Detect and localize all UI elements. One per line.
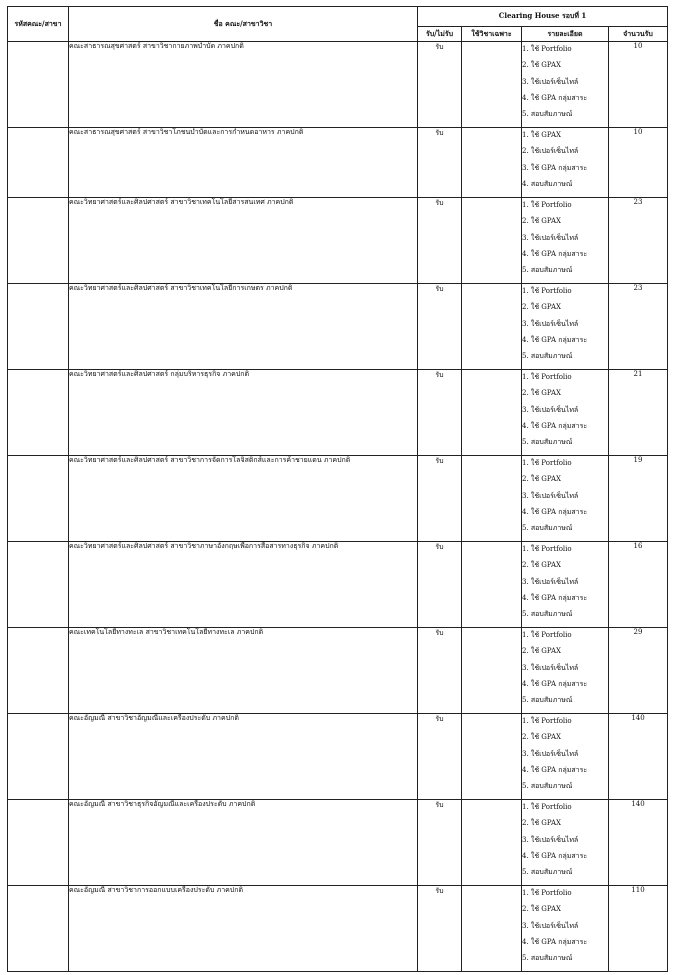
detail-item: 1. ใช้ GPAX [522,131,561,139]
detail-item: 1. ใช้ Portfolio [522,201,572,209]
table-row [8,42,668,128]
table-body [8,42,668,972]
table-row [8,198,668,284]
code-cell [8,628,69,714]
subject-cell [462,198,522,284]
quantity-cell: 16 [609,542,668,628]
quantity-cell: 19 [609,456,668,542]
detail-item: 2. ใช้ GPAX [522,389,561,398]
detail-item: 2. ใช้ GPAX [522,217,561,226]
detail-item: 2. ใช้ GPAX [522,647,561,656]
table-row [8,370,668,456]
detail-cell [522,542,609,628]
code-cell [8,284,69,370]
accept-cell: รับ [418,370,462,456]
detail-item: 5. สอบสัมภาษณ์ [522,954,573,963]
code-cell [8,370,69,456]
quantity-cell: 140 [609,714,668,800]
detail-item: 4. ใช้ GPA กลุ่มสาระ [522,593,588,602]
header-accept: รับ/ไม่รับ [418,27,462,42]
detail-item: 2. ใช้เปอร์เซ็นไทล์ [522,147,579,156]
header-code: รหัสคณะ/สาขา [8,7,69,42]
program-name-cell: คณะอัญมณี สาขาวิชาธุรกิจอัญมณีและเครื่องประดับ ภาคปกติ [69,800,418,886]
detail-item: 2. ใช้ GPAX [522,561,561,570]
detail-item: 1. ใช้ Portfolio [522,889,572,897]
detail-item: 1. ใช้ Portfolio [522,45,572,53]
subject-cell [462,800,522,886]
code-cell [8,542,69,628]
detail-item: 4. ใช้ GPA กลุ่มสาระ [522,851,588,860]
program-name-cell: คณะสาธารณสุขศาสตร์ สาขาวิชากายภาพบำบัด ภาคปกติ [69,42,418,128]
detail-item: 4. ใช้ GPA กลุ่มสาระ [522,507,588,516]
quantity-cell: 10 [609,42,668,128]
table-row [8,628,668,714]
detail-cell [522,284,609,370]
program-name-cell: คณะวิทยาศาสตร์และศิลปศาสตร์ สาขาวิชาภาษาอังกฤษเพื่อการสื่อสารทางธุรกิจ ภาคปกติ [69,542,418,628]
subject-cell [462,370,522,456]
accept-cell: รับ [418,284,462,370]
code-cell [8,198,69,284]
code-cell [8,456,69,542]
quantity-cell: 23 [609,284,668,370]
detail-item: 3. ใช้เปอร์เซ็นไทล์ [522,491,579,500]
detail-item: 1. ใช้ Portfolio [522,459,572,467]
detail-item: 2. ใช้ GPAX [522,819,561,828]
detail-cell [522,198,609,284]
detail-item: 4. ใช้ GPA กลุ่มสาระ [522,421,588,430]
detail-item: 3. ใช้ GPA กลุ่มสาระ [522,163,588,172]
quantity-cell: 29 [609,628,668,714]
code-cell [8,800,69,886]
detail-item: 1. ใช้ Portfolio [522,803,572,811]
detail-item: 5. สอบสัมภาษณ์ [522,868,573,877]
table-row [8,128,668,198]
detail-cell [522,456,609,542]
accept-cell: รับ [418,628,462,714]
subject-cell [462,456,522,542]
program-name-cell: คณะอัญมณี สาขาวิชาอัญมณีและเครื่องประดับ ภาคปกติ [69,714,418,800]
accept-cell: รับ [418,456,462,542]
detail-item: 2. ใช้ GPAX [522,475,561,484]
table-row [8,542,668,628]
detail-item: 3. ใช้เปอร์เซ็นไทล์ [522,749,579,758]
detail-item: 5. สอบสัมภาษณ์ [522,266,573,275]
detail-item: 4. สอบสัมภาษณ์ [522,179,573,188]
detail-item: 4. ใช้ GPA กลุ่มสาระ [522,679,588,688]
detail-item: 3. ใช้เปอร์เซ็นไทล์ [522,835,579,844]
detail-item: 5. สอบสัมภาษณ์ [522,110,573,119]
subject-cell [462,42,522,128]
table-row [8,284,668,370]
detail-item: 3. ใช้เปอร์เซ็นไทล์ [522,77,579,86]
quantity-cell: 140 [609,800,668,886]
header-round: Clearing House รอบที่ 1 [418,7,668,27]
detail-item: 3. ใช้เปอร์เซ็นไทล์ [522,233,579,242]
detail-cell [522,628,609,714]
detail-item: 5. สอบสัมภาษณ์ [522,696,573,705]
accept-cell: รับ [418,198,462,284]
detail-item: 5. สอบสัมภาษณ์ [522,610,573,619]
quantity-cell: 10 [609,128,668,198]
subject-cell [462,714,522,800]
program-name-cell: คณะเทคโนโลยีทางทะเล สาขาวิชาเทคโนโลยีทางทะเล ภาคปกติ [69,628,418,714]
quantity-cell: 23 [609,198,668,284]
detail-cell [522,800,609,886]
accept-cell: รับ [418,128,462,198]
accept-cell: รับ [418,800,462,886]
subject-cell [462,886,522,972]
header-subject: ใช้วิชาเฉพาะ [462,27,522,42]
detail-item: 3. ใช้เปอร์เซ็นไทล์ [522,921,579,930]
program-name-cell: คณะวิทยาศาสตร์และศิลปศาสตร์ สาขาวิชาเทคโนโลยีการเกษตร ภาคปกติ [69,284,418,370]
detail-item: 4. ใช้ GPA กลุ่มสาระ [522,249,588,258]
subject-cell [462,542,522,628]
program-name-cell: คณะวิทยาศาสตร์และศิลปศาสตร์ สาขาวิชาเทคโนโลยีสารสนเทศ ภาคปกติ [69,198,418,284]
accept-cell: รับ [418,42,462,128]
table-row [8,886,668,972]
code-cell [8,886,69,972]
table-row [8,714,668,800]
accept-cell: รับ [418,886,462,972]
detail-item: 4. ใช้ GPA กลุ่มสาระ [522,765,588,774]
quantity-cell: 110 [609,886,668,972]
header-qty: จำนวนรับ [609,27,668,42]
detail-item: 4. ใช้ GPA กลุ่มสาระ [522,93,588,102]
admission-table [7,6,668,972]
program-name-cell: คณะสาธารณสุขศาสตร์ สาขาวิชาโภชนบำบัดและการกำหนดอาหาร ภาคปกติ [69,128,418,198]
detail-item: 1. ใช้ Portfolio [522,717,572,725]
detail-item: 1. ใช้ Portfolio [522,545,572,553]
detail-item: 5. สอบสัมภาษณ์ [522,438,573,447]
detail-item: 2. ใช้ GPAX [522,303,561,312]
detail-item: 5. สอบสัมภาษณ์ [522,352,573,361]
detail-item: 2. ใช้ GPAX [522,61,561,70]
code-cell [8,128,69,198]
subject-cell [462,284,522,370]
program-name-cell: คณะวิทยาศาสตร์และศิลปศาสตร์ กลุ่มบริหารธุรกิจ ภาคปกติ [69,370,418,456]
detail-item: 2. ใช้ GPAX [522,905,561,914]
detail-cell [522,42,609,128]
program-name-cell: คณะวิทยาศาสตร์และศิลปศาสตร์ สาขาวิชาการจัดการโลจิสติกส์และการค้าชายแดน ภาคปกติ [69,456,418,542]
accept-cell: รับ [418,542,462,628]
detail-item: 4. ใช้ GPA กลุ่มสาระ [522,937,588,946]
detail-cell [522,370,609,456]
detail-item: 5. สอบสัมภาษณ์ [522,524,573,533]
detail-item: 1. ใช้ Portfolio [522,631,572,639]
code-cell [8,714,69,800]
accept-cell: รับ [418,714,462,800]
detail-item: 3. ใช้เปอร์เซ็นไทล์ [522,577,579,586]
table-row [8,800,668,886]
detail-cell [522,886,609,972]
detail-item: 2. ใช้ GPAX [522,733,561,742]
quantity-cell: 21 [609,370,668,456]
detail-item: 3. ใช้เปอร์เซ็นไทล์ [522,663,579,672]
detail-item: 3. ใช้เปอร์เซ็นไทล์ [522,319,579,328]
header-detail: รายละเอียด [522,27,609,42]
table-row [8,456,668,542]
detail-item: 1. ใช้ Portfolio [522,373,572,381]
detail-item: 3. ใช้เปอร์เซ็นไทล์ [522,405,579,414]
detail-cell [522,128,609,198]
subject-cell [462,128,522,198]
header-name: ชื่อ คณะ/สาขาวิชา [69,7,418,42]
detail-item: 1. ใช้ Portfolio [522,287,572,295]
detail-item: 4. ใช้ GPA กลุ่มสาระ [522,335,588,344]
code-cell [8,42,69,128]
detail-cell [522,714,609,800]
program-name-cell: คณะอัญมณี สาขาวิชาการออกแบบเครื่องประดับ ภาคปกติ [69,886,418,972]
detail-item: 5. สอบสัมภาษณ์ [522,782,573,791]
subject-cell [462,628,522,714]
